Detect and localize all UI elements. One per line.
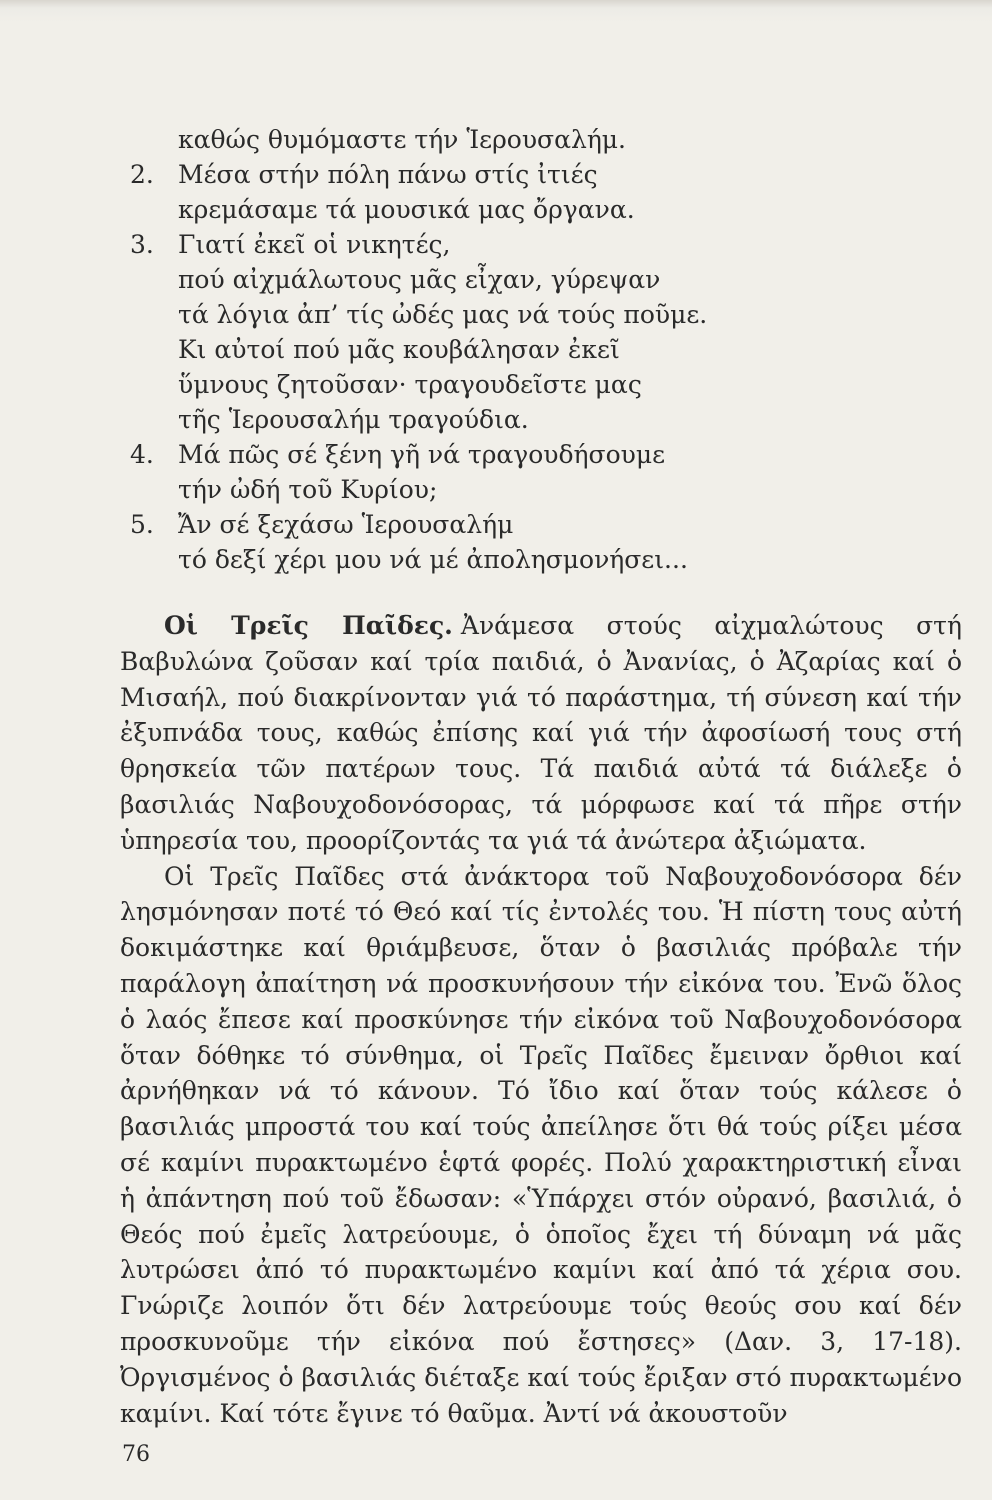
poem-line bbox=[130, 507, 850, 542]
verse-text: τά λόγια ἀπ’ τίς ὠδές μας νά τούς ποῦμε. bbox=[178, 300, 708, 329]
paragraph: Οἱ Τρεῖς Παῖδες στά ἀνάκτορα τοῦ Ναβουχοδονόσορα δέν λησμόνησαν ποτέ τό Θεό καί τίς ἐντολές του. Ἡ πίστη τους αὐτή δοκιμάστηκε καί θριάμβευσε, ὅταν ὁ βασιλιάς πρόβαλε τήν παράλογη ἀπαίτηση νά προσκυνήσουν τήν εἰκόνα του. Ἐνῶ ὅλος ὁ λαός ἔπεσε καί προσκύνησε τήν εἰκόνα τοῦ Ναβουχοδονόσορα ὅταν δόθηκε τό σύνθημα, οἱ Τρεῖς Παῖδες ἔμειναν ὄρθιοι καί ἀρνήθηκαν νά τό κάνουν. Τό ἴδιο καί ὅταν τούς κάλεσε ὁ βασιλιάς μπροστά του καί τούς ἀπείλησε ὅτι θά τούς ρίξει μέσα σέ καμίνι πυρακτωμένο ἑφτά φορές. Πολύ χαρακτηριστική εἶναι ἡ ἀπάντηση πού τοῦ ἔδωσαν: «Ὑπάρχει στόν οὐρανό, βασιλιά, ὁ Θεός πού ἐμεῖς λατρεύουμε, ὁ ὁποῖος ἔχει τή δύναμη νά μᾶς λυτρώσει ἀπό τό πυρακτωμένο καμίνι καί ἀπό τά χέρια σου. Γνώριζε λοιπόν ὅτι δέν λατρεύουμε τούς θεούς σου καί δέν προσκυνοῦμε τήν εἰκόνα πού ἔστησες» (Δαν. 3, 17-18). Ὀργισμένος ὁ βασιλιάς διέταξε καί τούς ἔριξαν στό πυρακτωμένο καμίνι. Καί τότε ἔγινε τό θαῦμα. Ἀντί νά ἀκουστοῦν bbox=[120, 861, 962, 1428]
paragraph-text: Ἀνάμεσα στούς αἰχμαλώτους στή Βαβυλώνα ζοῦσαν καί τρία παιδιά, ὁ Ἀνανίας, ὁ Ἀζαρίας καί ὁ Μισαήλ, πού διακρίνονταν γιά τό παράστημα, τή σύνεση καί τήν ἐξυπνάδα τους, καθώς ἐπίσης καί γιά τήν ἀφοσίωσή τους στή θρησκεία τῶν πατέρων τους. Τά παιδιά αὐτά τά διάλεξε ὁ βασιλιάς Ναβουχοδονόσορας, τά μόρφωσε καί τά πῆρε στήν ὑπηρεσία του, προορίζοντάς τα γιά τά ἀνώτερα ἀξιώματα. bbox=[120, 611, 962, 855]
verse-number: 2. bbox=[130, 160, 154, 189]
verse-text: Κι αὐτοί πού μᾶς κουβάλησαν ἐκεῖ bbox=[178, 335, 620, 364]
page-number: 76 bbox=[122, 1442, 150, 1467]
verse-number bbox=[130, 367, 178, 402]
poem-line bbox=[130, 262, 850, 297]
paragraph bbox=[120, 608, 962, 859]
poem-line bbox=[130, 192, 850, 227]
verse-text: καθώς θυμόμαστε τήν Ἱερουσαλήμ. bbox=[178, 125, 626, 154]
poem-line bbox=[130, 402, 850, 437]
verse-text: ὕμνους ζητοῦσαν· τραγουδεῖστε μας bbox=[178, 370, 642, 399]
poem-line bbox=[130, 542, 850, 577]
verse-number bbox=[130, 262, 178, 297]
verse-text: πού αἰχμάλωτους μᾶς εἶχαν, γύρεψαν bbox=[178, 265, 661, 294]
verse-text: Μά πῶς σέ ξένη γῆ νά τραγουδήσουμε bbox=[178, 440, 666, 469]
poem-line bbox=[130, 157, 850, 192]
verse-text: Ἄν σέ ξεχάσω Ἱερουσαλήμ bbox=[178, 510, 514, 539]
poem-line bbox=[130, 472, 850, 507]
verse-text: Γιατί ἐκεῖ οἱ νικητές, bbox=[178, 230, 451, 259]
psalm-poem bbox=[130, 122, 850, 577]
verse-number bbox=[130, 192, 178, 227]
poem-line bbox=[130, 367, 850, 402]
verse-number: 3. bbox=[130, 230, 154, 259]
verse-number: 4. bbox=[130, 440, 154, 469]
verse-number: 5. bbox=[130, 510, 154, 539]
verse-number bbox=[130, 122, 178, 157]
poem-line bbox=[130, 122, 850, 157]
poem-line bbox=[130, 437, 850, 472]
verse-number bbox=[130, 542, 178, 577]
body-text bbox=[120, 608, 962, 1431]
verse-text: τήν ὠδή τοῦ Κυρίου; bbox=[178, 475, 438, 504]
verse-text: Μέσα στήν πόλη πάνω στίς ἰτιές bbox=[178, 160, 598, 189]
poem-line bbox=[130, 297, 850, 332]
poem-line bbox=[130, 332, 850, 367]
verse-number bbox=[130, 297, 178, 332]
verse-number bbox=[130, 402, 178, 437]
verse-text: τό δεξί χέρι μου νά μέ ἀπολησμονήσει... bbox=[178, 545, 688, 574]
verse-text: τῆς Ἱερουσαλήμ τραγούδια. bbox=[178, 405, 529, 434]
verse-number bbox=[130, 472, 178, 507]
section-heading: Οἱ Τρεῖς Παῖδες. bbox=[164, 611, 453, 640]
verse-text: κρεμάσαμε τά μουσικά μας ὄργανα. bbox=[178, 195, 635, 224]
poem-line bbox=[130, 227, 850, 262]
verse-number bbox=[130, 332, 178, 367]
